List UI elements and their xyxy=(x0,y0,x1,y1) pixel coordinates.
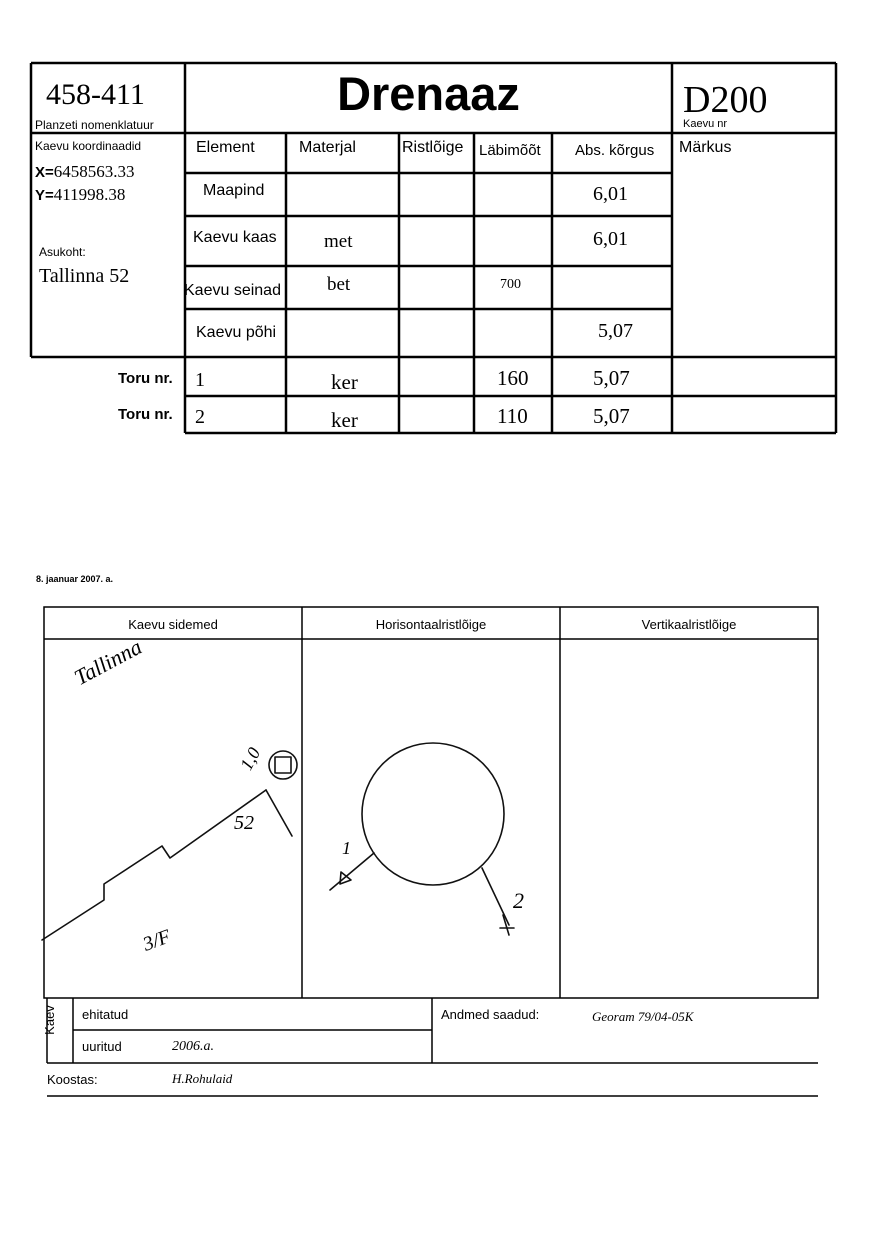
pipe-2-material: ker xyxy=(331,408,358,432)
coords-label: Kaevu koordinaadid xyxy=(35,139,142,153)
location-value: Tallinna 52 xyxy=(39,265,130,287)
row-element-walls: Kaevu seinad xyxy=(184,282,281,299)
x-value: 6458563.33 xyxy=(53,162,135,181)
surveyed-value: 2006.a. xyxy=(172,1039,214,1054)
surveyed-label: uuritud xyxy=(82,1039,122,1054)
sketch-col-vertical: Vertikaalristlõige xyxy=(641,617,737,632)
source-label: Andmed saadud: xyxy=(441,1007,540,1022)
site-sketch-line xyxy=(42,790,266,940)
sketch-col-ties: Kaevu sidemed xyxy=(128,617,218,632)
y-label: Y= xyxy=(35,187,54,204)
well-number: D200 xyxy=(683,79,768,121)
author-label: Koostas: xyxy=(47,1072,98,1087)
pipe-1-line xyxy=(330,853,374,890)
pipe-1-diameter: 160 xyxy=(497,366,529,390)
annotation-pipe-2: 2 xyxy=(513,888,524,913)
well-symbol-icon xyxy=(269,751,297,779)
built-label: ehitatud xyxy=(82,1007,129,1022)
pipe-1-label: Toru nr. xyxy=(118,370,173,387)
author-value: H.Rohulaid xyxy=(172,1071,233,1086)
location-label: Asukoht: xyxy=(39,245,86,259)
pipe-2-line xyxy=(482,868,509,925)
row-element-ground: Maapind xyxy=(203,182,265,199)
pipe-1-height: 5,07 xyxy=(593,366,630,390)
annotation-distance: 1,0 xyxy=(236,744,265,774)
row-height-ground: 6,01 xyxy=(593,183,628,205)
distance-mark xyxy=(266,790,292,836)
annotation-number: 52 xyxy=(234,812,254,834)
col-header-element: Element xyxy=(196,139,255,156)
y-value: 411998.38 xyxy=(53,185,126,204)
annotation-house: 3/F xyxy=(140,925,174,956)
footer-side-label: Kaev xyxy=(42,1005,57,1035)
page-title: Drenaaz xyxy=(337,67,520,120)
document-date: 8. jaanuar 2007. a. xyxy=(36,574,114,584)
col-header-cross-section: Ristlõige xyxy=(402,139,464,156)
pipe-1-number: 1 xyxy=(195,369,205,391)
pipe-2-height: 5,07 xyxy=(593,404,630,428)
x-label: X= xyxy=(35,164,54,181)
row-height-bottom: 5,07 xyxy=(598,320,633,342)
pipe-1-material: ker xyxy=(331,370,358,394)
annotation-street: Tallinna xyxy=(70,633,146,691)
row-material-cover: met xyxy=(324,231,353,252)
row-height-cover: 6,01 xyxy=(593,228,628,250)
sheet-number-label: Planzeti nomenklatuur xyxy=(35,118,154,132)
well-number-label: Kaevu nr xyxy=(683,118,728,130)
pipe-2-label: Toru nr. xyxy=(118,406,173,423)
well-cross-section-icon xyxy=(362,743,504,885)
sheet-number: 458-411 xyxy=(46,78,145,111)
sketch-col-horizontal: Horisontaalristlõige xyxy=(375,617,487,632)
row-diameter-walls: 700 xyxy=(500,277,521,292)
col-header-remarks: Märkus xyxy=(679,139,732,156)
pipe-2-number: 2 xyxy=(195,406,205,428)
pipe-2-diameter: 110 xyxy=(497,404,528,428)
source-value: Georam 79/04-05K xyxy=(592,1009,694,1024)
col-header-diameter: Läbimõõt xyxy=(479,142,541,159)
row-element-cover: Kaevu kaas xyxy=(193,229,277,246)
row-element-bottom: Kaevu põhi xyxy=(196,324,277,341)
annotation-pipe-1: 1 xyxy=(342,838,351,858)
row-material-walls: bet xyxy=(327,274,351,295)
col-header-material: Materjal xyxy=(299,139,356,156)
col-header-abs-height: Abs. kõrgus xyxy=(575,142,655,159)
